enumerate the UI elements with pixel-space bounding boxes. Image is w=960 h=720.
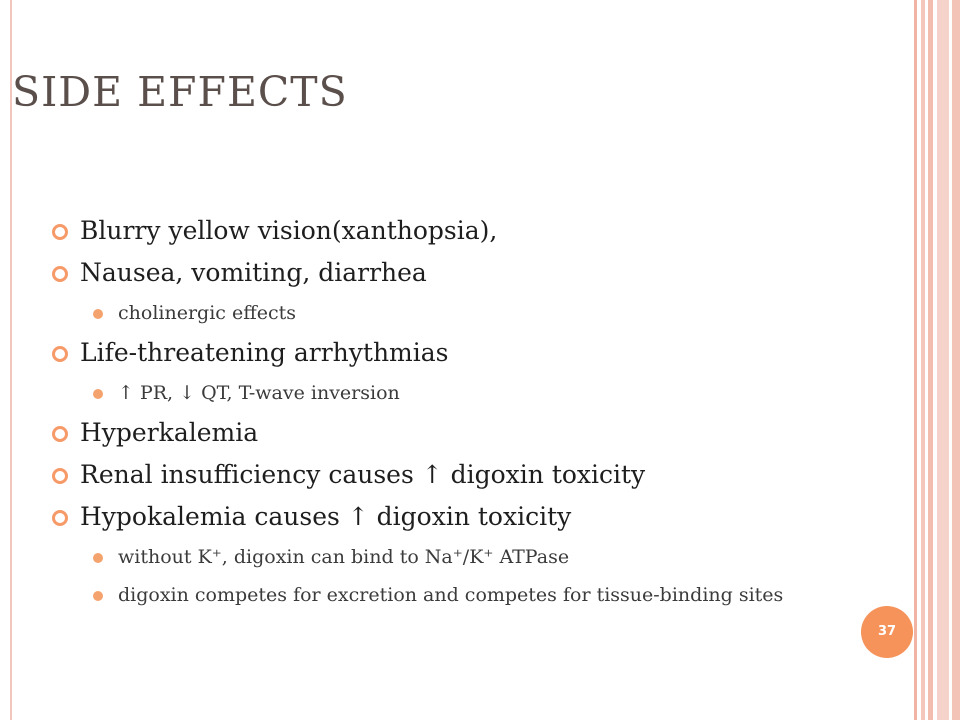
list-item [50,252,850,294]
list-item-text: Hyperkalemia [80,418,259,447]
list-item [50,332,850,374]
slide-title: SIDE EFFECTS [12,68,348,116]
list-item [50,496,850,538]
ring-bullet-icon [52,346,68,362]
list-subitem-text: ↑ PR, ↓ QT, T-wave inversion [118,382,400,404]
list-subitem [50,294,850,332]
list-item-text: Nausea, vomiting, diarrhea [80,258,427,287]
ring-bullet-icon [52,510,68,526]
list-item [50,210,850,252]
list-subitem-text: digoxin competes for excretion and competes for tissue-binding sites [118,584,784,606]
list-subitem [50,374,850,412]
dot-bullet-icon [93,553,103,563]
dot-bullet-icon [93,591,103,601]
list-item [50,412,850,454]
list-item-text: Life-threatening arrhythmias [80,338,449,367]
list-subitem [50,582,838,608]
ring-bullet-icon [52,266,68,282]
ring-bullet-icon [52,224,68,240]
list-item-text: Blurry yellow vision(xanthopsia), [80,216,498,245]
list-subitem-text: without K⁺, digoxin can bind to Na⁺/K⁺ ATPase [118,546,570,568]
list-item-text: Renal insufficiency causes ↑ digoxin toxicity [80,460,646,489]
bullet-list [50,210,850,608]
page-number-badge: 37 [861,606,913,658]
list-item [50,454,850,496]
right-border-stripe [952,0,960,720]
ring-bullet-icon [52,426,68,442]
right-border-stripe [921,0,925,720]
right-border-stripe [937,0,949,720]
list-subitem [50,538,850,576]
right-border-stripe [928,0,933,720]
list-subitem-text: cholinergic effects [118,302,296,324]
right-border-stripe [914,0,917,720]
dot-bullet-icon [93,309,103,319]
list-item-text: Hypokalemia causes ↑ digoxin toxicity [80,502,572,531]
dot-bullet-icon [93,389,103,399]
ring-bullet-icon [52,468,68,484]
